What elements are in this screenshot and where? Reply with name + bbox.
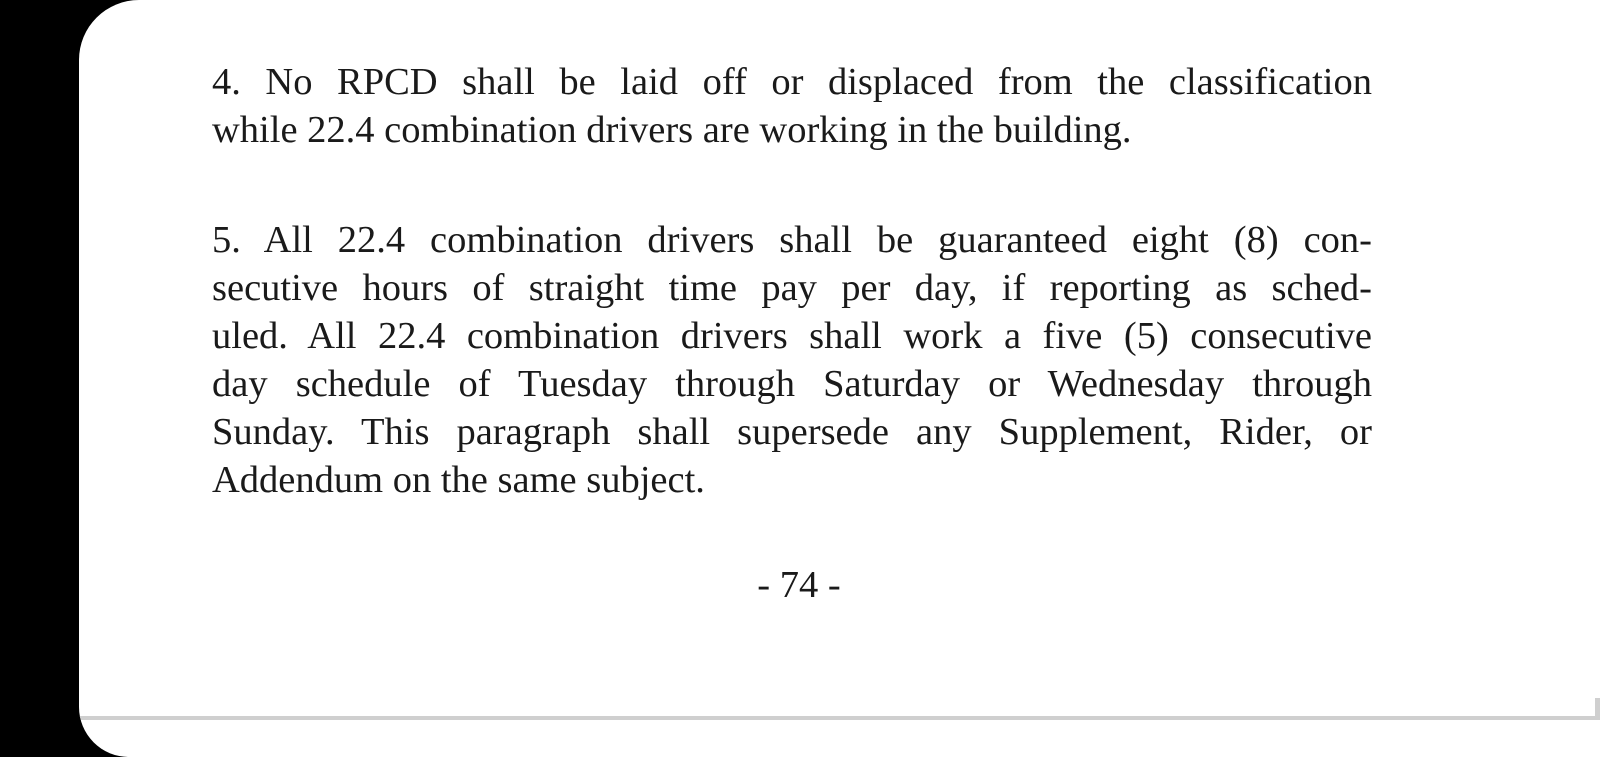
page-content <box>212 58 1372 504</box>
document-page <box>79 0 1600 757</box>
paragraph-line: Sunday. This paragraph shall supersede any Supplement, Rider, or <box>212 411 1372 453</box>
paragraph-line: uled. All 22.4 combination drivers shall work a five (5) consecutive <box>212 315 1372 357</box>
paragraph-line: 5. All 22.4 combination drivers shall be guaranteed eight (8) con- <box>212 219 1372 261</box>
paragraph-4 <box>212 58 1372 154</box>
paragraph-line: while 22.4 combination drivers are working in the building. <box>212 109 1132 151</box>
paragraph-line: secutive hours of straight time pay per day, if reporting as sched- <box>212 267 1372 309</box>
page-number: - 74 - <box>757 564 841 606</box>
paragraph-5 <box>212 216 1372 504</box>
paragraph-spacer <box>212 154 1372 216</box>
paragraph-line: day schedule of Tuesday through Saturday or Wednesday through <box>212 363 1372 405</box>
page-bottom-divider <box>79 716 1600 720</box>
scrollbar-edge[interactable] <box>1595 698 1600 720</box>
paragraph-line: Addendum on the same subject. <box>212 459 705 501</box>
paragraph-line: 4. No RPCD shall be laid off or displaced from the classification <box>212 61 1372 103</box>
